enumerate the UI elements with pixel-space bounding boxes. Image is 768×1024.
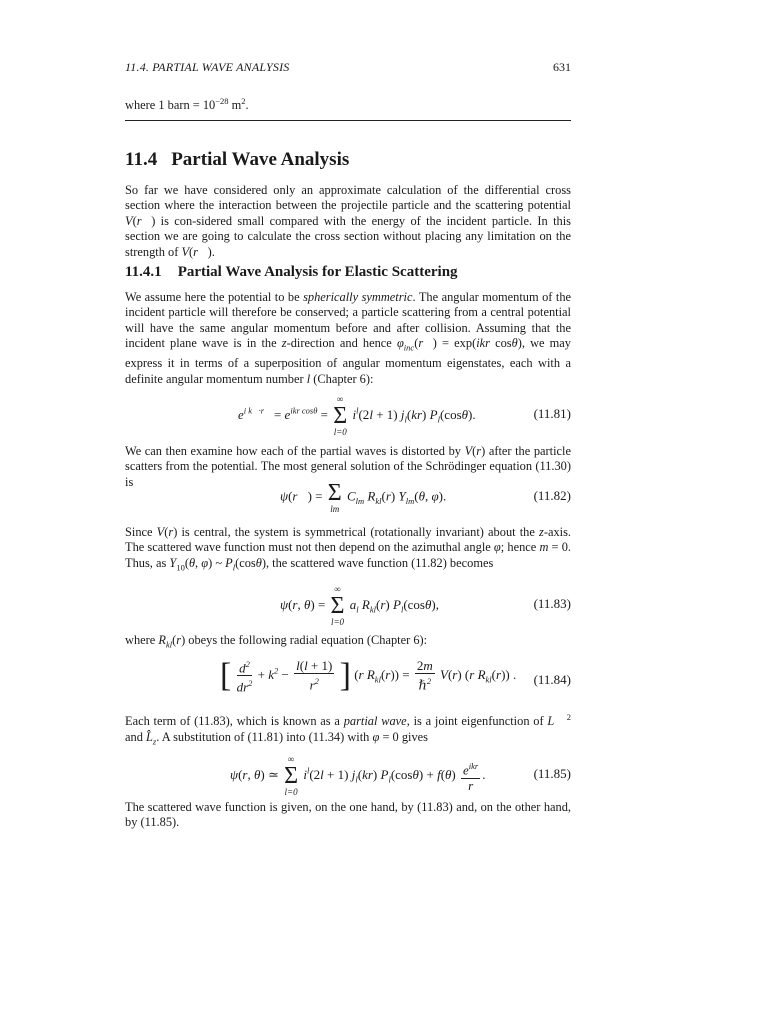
sum-symbol: Σ lm bbox=[327, 480, 342, 514]
section-number: 11.4 bbox=[125, 149, 158, 170]
section-divider bbox=[125, 120, 571, 121]
equation-11-83 bbox=[125, 582, 571, 627]
equation-number: (11.82) bbox=[533, 488, 571, 503]
subsection-heading bbox=[125, 264, 458, 281]
equation-11-84 bbox=[125, 655, 571, 701]
equation-number: (11.84) bbox=[533, 672, 571, 687]
sum-symbol: ∞ Σ l=0 bbox=[333, 394, 348, 437]
carryover-text: where 1 barn = $10^{-28}$ $m^2$. bbox=[125, 96, 249, 113]
equation-11-82 bbox=[125, 480, 571, 516]
paragraph-partial-wave: Each term of (11.83), which is known as a partial wave, is a joint eigenfunction of L⃗ $^2$ and $L̂_z$. A substitution of (11.81) into (11.34) with φ = 0 gives bbox=[125, 712, 571, 746]
equation-body: ψ(r, θ) ≃ ∞ Σ l=0 $i^l(2l + 1)$ $j_l(kr) P_l(\cos\theta) + f(\theta)$ $\frac{e^{ikr}}{r}$ . bbox=[230, 754, 486, 797]
equation-11-81 bbox=[125, 392, 571, 437]
equation-body: ψ(r, θ) = ∞ Σ l=0 $a_l$ $R_{kl}(r)$ $P_l(\cos\theta)$, bbox=[280, 584, 439, 627]
equation-number: (11.85) bbox=[533, 766, 571, 781]
equation-body: $e^{i k⃗\cdot r⃗} = e^{ikr cos\theta}$ = ∞ Σ l=0 $i^l(2l + 1)$ $j_l(kr)$ $P_l(\cos\theta)$. bbox=[238, 394, 476, 437]
section-title: Partial Wave Analysis bbox=[171, 149, 350, 170]
equation-number: (11.83) bbox=[533, 596, 571, 611]
paragraph-conclusion: The scattered wave function is given, on the one hand, by (11.83) and, on the other hand, by (11.85). bbox=[125, 800, 571, 830]
page-number: 631 bbox=[553, 60, 571, 74]
equation-body: ψ(r⃗) = Σ lm $C_{lm}$ $R_{kl}(r)$ $Y_{lm}(\theta$, φ). bbox=[280, 480, 447, 514]
section-heading bbox=[125, 149, 349, 171]
subsection-title: Partial Wave Analysis for Elastic Scattering bbox=[177, 264, 458, 280]
running-title: 11.4. PARTIAL WAVE ANALYSIS bbox=[125, 60, 290, 74]
paragraph-spherical: We assume here the potential to be spherically symmetric. The angular momentum of the incident particle will therefore be conserved; a particle scattering from a central potential will have the same angular momentum before and after collision. Assuming that the incident plane wave is in the z-direction and hence $\varphi_{inc}(r⃗) = \exp(ikr$ cosθ), we may express it in terms of a superposition of angular momentum eigenstates, each with a definite angular momentum number l (Chapter 6): bbox=[125, 290, 572, 386]
paragraph-intro: So far we have considered only an approximate calculation of the differential cross section where the interaction between the projectile particle and the scattering potential V(r⃗) is con-sidered small compared with the energy of the incident particle. In this section we are going to calculate the cross section without placing any limitation on the strength of V(r⃗). bbox=[125, 183, 571, 259]
equation-number: (11.81) bbox=[533, 406, 571, 421]
paragraph-central: Since V(r) is central, the system is symmetrical (rotationally invariant) about the z-axis. The scattered wave function must not then depend on the azimuthal angle φ; hence m = 0. Thus, as $Y_{10}(\theta$, φ) ~ $P_l(\cos\theta)$, the scattered wave function (11.82) becomes bbox=[125, 525, 571, 573]
paragraph-radial: where $R_{kl}(r)$ obeys the following radial equation (Chapter 6): bbox=[125, 633, 428, 650]
paragraph-distortion: We can then examine how each of the partial waves is distorted by V(r) after the particle scatters from the potential. The most general solution of the Schrödinger equation (11.30) is bbox=[125, 444, 571, 489]
fraction: $\frac{e^{ikr}}{r}$ bbox=[463, 761, 479, 793]
sum-symbol: ∞ Σ l=0 bbox=[284, 754, 299, 797]
fraction: $\frac{l(l + 1)}{r^2}$ bbox=[296, 658, 333, 693]
equation-body: [ $\frac{d^2}{dr^2}$ + $k^2$ − $\frac{l(l + 1)}{r^2}$ ] (r $R_{kl}(r)$) = $\frac{2m}{\hbar^2}$ V(r) (r $R_{kl}(r)$) . bbox=[220, 656, 517, 695]
subsection-number: 11.4.1 bbox=[125, 264, 162, 280]
fraction: $\frac{2m}{\hbar^2}$ bbox=[416, 658, 433, 693]
fraction: $\frac{d^2}{dr^2}$ bbox=[236, 659, 253, 695]
equation-11-85 bbox=[125, 752, 571, 796]
running-header bbox=[125, 60, 571, 76]
sum-symbol: ∞ Σ l=0 bbox=[330, 584, 345, 627]
